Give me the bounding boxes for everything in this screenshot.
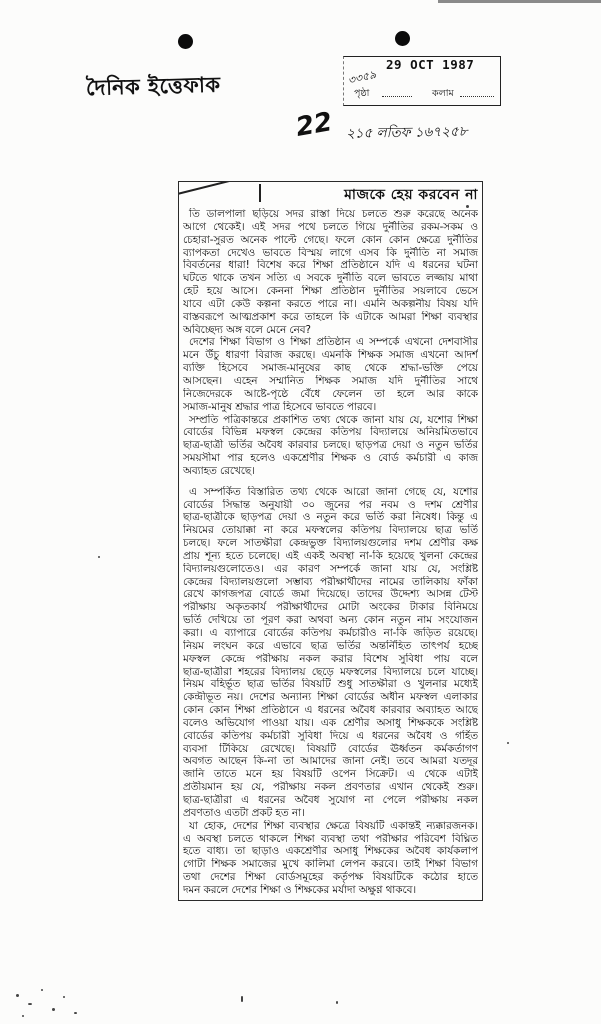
scan-edge-smear [438, 0, 601, 3]
handwritten-number: 22 [293, 107, 335, 143]
article-paragraph [183, 414, 478, 478]
article-line: নিজেদেরকে আষ্টে-পৃষ্ঠে বেঁধে ফেলেন তা হলে আর কাকে [183, 387, 478, 400]
article-line: তি ডালপালা ছড়িয়ে সদর রাস্তা দিয়ে চলতে শুরু করেছে অনেক [189, 208, 478, 220]
article-line: অবগত আছেন কি-না তা আমাদের জানা নেই। তবে আমরা যতদূর [183, 755, 478, 768]
article-line: ছাত্র-ছাত্রী ভর্তির অবৈধ কারবার চলছে। ছাড়পত্র দেয়া ও নতুন ভর্তির [183, 439, 478, 452]
article-line: হেট হয়ে আসে। কেননা শিক্ষা প্রতিষ্ঠান দুর্নীতির সয়লাবে ভেসে [183, 285, 478, 298]
article-line: ব্যাপকতা দেখেও ভাবতে বিস্ময় লাগে এসব কি দুর্নীতি না সমাজ [183, 246, 478, 259]
article-line: মফস্বল কেন্দ্রে পরীক্ষায় নকল করার বিশেষ সুবিধা পায় বলে [183, 652, 478, 665]
scan-speck [466, 205, 469, 208]
article-line: বলেও অভিযোগ পাওয়া যায়। এক শ্রেণীর অসাধু শিক্ষককে সংশ্লিষ্ট [183, 716, 478, 729]
archive-stamp [343, 56, 501, 106]
stamp-page-label: পৃষ্ঠা [354, 88, 370, 99]
article-line: জানি তাতে মনে হয় বিষয়টি ওপেন সিক্রেট। এ থেকে এটাই [183, 768, 478, 781]
article-line: এ অবস্থা চলতে থাকলে শিক্ষা ব্যবস্থা তথা পরীক্ষার পরিবেশ বিঘ্নিত [183, 832, 478, 845]
article-line: বোর্ডের সিদ্ধান্ত অনুযায়ী ৩০ জুনের পর নবম ও দশম শ্রেণীর [183, 498, 478, 511]
punch-hole [178, 34, 193, 49]
article-paragraph [183, 336, 478, 413]
article-paragraph [183, 820, 478, 897]
article-line: কোন কোন শিক্ষা প্রতিষ্ঠানে এ ধরনের অবৈধ কারবার অব্যাহত আছে [183, 704, 478, 717]
article-line: রেখে কাগজপত্র বোর্ডে জমা দিয়েছে। তাদের উদ্দেশ্য আসন্ন টেস্ট [183, 588, 478, 601]
scan-speck [52, 1008, 55, 1011]
scan-speck [336, 1001, 338, 1004]
article-line: যা হোক, দেশের শিক্ষা ব্যবস্থার ক্ষেত্রে বিষয়টি একান্তই ন্যক্কারজনক। [189, 819, 478, 832]
stamp-column-label: কলাম [432, 88, 454, 99]
article-body [183, 208, 478, 897]
article-line: নিয়মের তোয়াক্কা না করে মফস্বলের কতিপয় বিদ্যালয়ে ছাত্র ভর্তি [183, 524, 478, 537]
article-line: সমাজ-মানুষ শ্রদ্ধার পাত্র হিসেবে ভাবতে পারবে। [183, 400, 377, 413]
article-line: আসছেন। এহেন সম্মানিত শিক্ষক সমাজ যদি দুর্নীতির সাথে [183, 374, 478, 387]
article-line: ভর্তি দেখিয়ে তা পূরণ করা অথবা অন্য কোন নতুন নাম সংযোজন [183, 614, 478, 627]
article-line: এ সম্পর্কিত বিস্তারিত তথ্য থেকে আরো জানা গেছে যে, যশোর [189, 485, 478, 498]
article-line: হতে বাধ্য। তা ছাড়াও একশ্রেণীর অসাধু শিক্ষকের অবৈধ কার্যকলাপ [183, 845, 478, 858]
scan-speck [16, 994, 19, 997]
article-line: বোর্ডের কতিপয় কর্মচারী সুবিধা দিয়ে এ ধরনের অবৈধ ও গর্হিত [183, 729, 478, 742]
article-line: চলছে। ফলে সাতক্ষীরা কেন্দ্রভুক্ত বিদ্যালয়গুলোর দশম শ্রেণীর কক্ষ [183, 537, 478, 550]
article-line: ছাত্র-ছাত্রীরা শহরের বিদ্যালয় ছেড়ে মফস্বলের বিদ্যালয়ে চলে যাচ্ছে। [183, 665, 478, 678]
article-line: সম্প্রতি পত্রিকান্তরে প্রকাশিত তথ্য থেকে জানা যায় যে, যশোর শিক্ষা [189, 413, 478, 426]
article-paragraph [183, 486, 478, 820]
article-line: কেন্দ্রের বিদ্যালয়গুলো সম্ভাব্য পরীক্ষার্থীদের নামের তালিকায় ফাঁকা [183, 575, 478, 588]
scan-speck [41, 989, 43, 991]
article-line: দমন করলে দেশের শিক্ষা ও শিক্ষকের মর্যাদা অক্ষুণ্ণ থাকবে। [183, 883, 417, 896]
stamp-column-blank [460, 96, 494, 97]
article-line: পরীক্ষায় অকৃতকার্য পরীক্ষার্থীদের মোটা অংকের টাকার বিনিময়ে [183, 601, 478, 614]
article-line: তথা দেশের শিক্ষা বোর্ডসমূহের কর্তৃপক্ষ বিষয়টিকে কঠোর হাতে [183, 871, 478, 884]
article-paragraph [183, 208, 478, 336]
article-line: করা। এ ব্যাপারে বোর্ডের কতিপয় কর্মচারীও না-কি জড়িত রয়েছে। [183, 627, 478, 639]
article-line: গোটা শিক্ষক সমাজের মুখে কালিমা লেপন করবে। তাই শিক্ষা বিভাগ [183, 858, 478, 871]
headline-divider [259, 184, 261, 202]
article-line: সময়সীমা পার হলেও একশ্রেণীর শিক্ষক ও বোর্ড কর্মচারী এ কাজ [183, 452, 478, 465]
stamp-fields [352, 85, 496, 101]
scan-speck [98, 556, 100, 558]
article-line: নিয়ম লংঘন করে এভাবে ছাত্র ভর্তির অন্তর্নিহিত তাৎপর্য হচ্ছে [183, 639, 478, 652]
article-headline: মাজকে হেয় করবেন না [344, 187, 478, 203]
article-line: ব্যক্তি হিসেবে সমাজ-মানুষের কাছ থেকে শ্রদ্ধা-ভক্তি পেয়ে [183, 362, 478, 375]
article-line: ঘটতে থাকে তখন সত্যি এ সবকে দুর্নীতি বলে ভাবতে লজ্জায় মাথা [183, 272, 478, 285]
article-line: দেশের শিক্ষা বিভাগ ও শিক্ষা প্রতিষ্ঠান এ সম্পর্কে এখনো দেশবাসীর [189, 336, 478, 349]
article-line: ব্যবসা টিকিয়ে রেখেছে। বিষয়টি বোর্ডের ঊর্ধ্বতন কর্মকর্তাগণ [183, 742, 478, 755]
article-line: চেহারা-সুরত অনেক পাল্টে গেছে। ফলে কোন কোন ক্ষেত্রে দুর্নীতির [183, 233, 478, 246]
stamp-date: 29 OCT 1987 [386, 57, 475, 72]
article-line: আগে থেকেই। এই সদর পথে চলতে গিয়ে দুর্নীতির রকম-সকম ও [183, 220, 478, 233]
scan-speck [22, 1015, 24, 1017]
stamp-page-blank [382, 96, 412, 97]
article-line: প্রায় শূন্য হতে চলেছে। এই একই অবস্থা না-কি হয়েছে খুলনা কেন্দ্রের [183, 549, 478, 562]
handwritten-note: ২১৫ লতিফ ১৬৭২৫৮ [345, 123, 468, 142]
article-line: বোর্ডের বিভিন্ন মফস্বল কেন্দ্রের কতিপয় বিদ্যালয়ে অনিয়মিতভাবে [183, 426, 478, 439]
article-line: যাবে এটা কেউ কল্পনা করতে পারে না। এমনি অকল্পনীয় বিষয় যদি [183, 297, 478, 310]
stamp-handwritten-ref: ৩৩৫৯ [346, 67, 378, 88]
newspaper-clipping [178, 181, 483, 901]
article-line: অব্যাহত রেখেছে। [183, 464, 255, 477]
newspaper-name: দৈনিক ইত্তেফাক [85, 72, 221, 101]
scan-speck [74, 1012, 77, 1014]
article-line: নিয়ম বহির্ভূত ছাত্র ভর্তির বিষয়টি শুধু সাতক্ষীরা ও খুলনার মধ্যেই [183, 678, 478, 691]
article-line: অবিচ্ছেদ্য অঙ্গ বলে মেনে নেব? [183, 323, 311, 336]
article-line: বিদ্যালয়গুলোতেও। এর কারণ সম্পর্কে জানা যায় যে, সংশ্লিষ্ট [183, 562, 478, 575]
article-line: ছাত্র-ছাত্রীকে ছাড়পত্র দেয়া ও নতুন করে ভর্তি করা নিষেধ। কিন্তু এ [183, 511, 478, 524]
article-line: বিবর্তনের ধারা! বিশেষ করে শিক্ষা প্রতিষ্ঠানে যদি এ ধরনের ঘটনা [183, 259, 478, 272]
article-line: কেন্দ্রীভূত নয়। দেশের অন্যান্য শিক্ষা বোর্ডের অধীন মফস্বল এলাকার [183, 691, 478, 704]
article-line: প্রতীয়মান হয় যে, পরীক্ষায় নকল প্রবণতার এখান থেকেই শুরু। [183, 781, 478, 794]
scan-speck [63, 996, 65, 998]
article-line: বাস্তবরূপে আত্মপ্রকাশ করে তাহলে কি এটাকে আমরা শিক্ষা ব্যবস্থার [183, 310, 478, 323]
scan-speck [28, 1003, 32, 1005]
torn-edge [178, 181, 263, 195]
scan-speck [507, 742, 509, 744]
punch-hole [395, 31, 410, 46]
article-line: মনে উঁচু ধারণা বিরাজ করছে। এমনকি শিক্ষক সমাজ এখনো আদর্শ [183, 349, 478, 362]
article-line: ছাত্র-ছাত্রীরা এ ধরনের অবৈধ সুযোগ না পেলে পরীক্ষায় নকল [183, 793, 478, 806]
article-line: প্রবণতাও এতটা প্রকট হত না। [183, 806, 305, 819]
scan-speck [241, 996, 243, 1002]
